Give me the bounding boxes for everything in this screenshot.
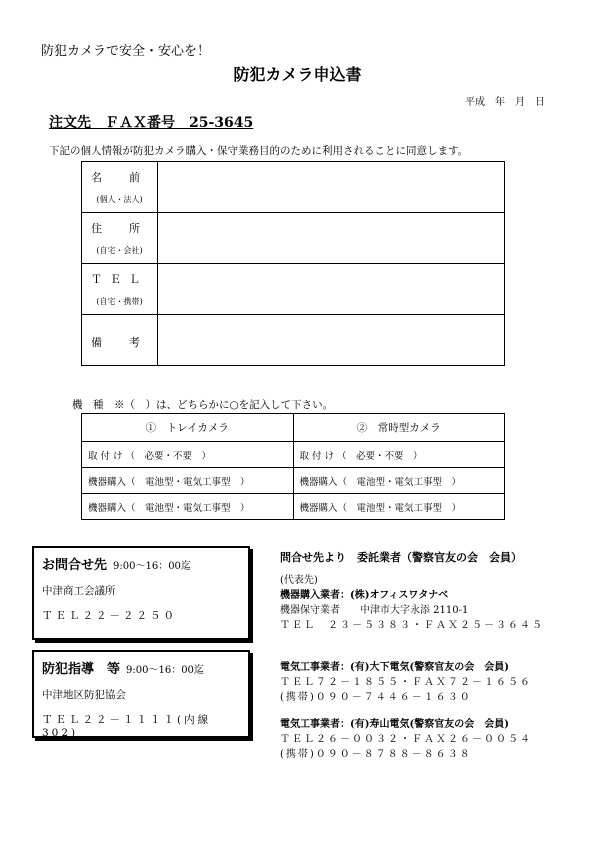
name-field[interactable] — [158, 162, 505, 213]
vendor-rep: (代表先) — [280, 575, 318, 586]
form-row-tel — [82, 264, 505, 315]
tray-install-option[interactable]: 取 付 け （ 必要・不要 ） — [82, 442, 294, 468]
page-title: 防犯カメラ申込書 — [233, 65, 362, 84]
inquiry-org: 中津商工会議所 — [42, 585, 116, 597]
tel-field[interactable] — [158, 264, 505, 315]
consent-text: 下記の個人情報が防犯カメラ購入・保守業務目的のために利用されることに同意します。 — [49, 145, 469, 157]
inquiry-heading — [42, 554, 240, 573]
tray-purchase-option-2[interactable]: 機器購入（ 電池型・電気工事型 ） — [82, 494, 294, 520]
crime-prevention-contact-box — [32, 650, 250, 738]
inquiry-contact-box — [32, 546, 250, 640]
crime-prevention-heading — [42, 658, 240, 677]
vendor-block-primary — [280, 550, 544, 633]
constant-purchase-option-2[interactable]: 機器購入（ 電池型・電気工事型 ） — [293, 494, 505, 520]
tel-label: ＴＥＬ — [91, 273, 148, 286]
crime-prevention-tel: ＴＥＬ２２－１１１１(内線 302) — [42, 714, 212, 739]
form-row-address — [82, 213, 505, 264]
constant-purchase-option-1[interactable]: 機器購入（ 電池型・電気工事型 ） — [293, 468, 505, 494]
tagline: 防犯カメラで安全・安心を！ — [41, 44, 211, 59]
vendor-2-name: 電気工事業者：(有)大下電気(警察官友の会 会員) — [280, 662, 509, 673]
crime-prevention-title: 防犯指導 等 — [42, 662, 121, 677]
name-label-cell — [82, 162, 158, 213]
applicant-form-table — [81, 161, 505, 366]
tel-sublabel: (自宅・携帯) — [96, 297, 143, 306]
vendor-1-line1: 機器購入業者：(株)オフィスワタナベ — [280, 590, 449, 601]
fax-order-line: 注文先 ＦＡＸ番号 25-3645 — [49, 115, 254, 131]
date-line: 平成 年 月 日 — [465, 97, 545, 108]
vendor-1-tel: ＴＥＬ ２３－５３８３・ＦＡＸ２５－３６４５ — [280, 620, 544, 631]
form-row-name — [82, 162, 505, 213]
remarks-field[interactable] — [158, 315, 505, 366]
address-sublabel: (自宅・会社) — [96, 246, 143, 255]
name-sublabel: (個人・法人) — [96, 195, 143, 204]
constant-install-option[interactable]: 取 付 け （ 必要・不要 ） — [293, 442, 505, 468]
model-note: 機 種 ※（ ）は、どちらかに○を記入して下さい。 — [72, 399, 334, 411]
vendor-3-name: 電気工事業者：(有)寿山電気(警察官友の会 会員) — [280, 719, 509, 730]
tel-label-cell — [82, 264, 158, 315]
inquiry-tel: ＴＥＬ２２－２２５０ — [42, 610, 177, 622]
constant-camera-header: ② 常時型カメラ — [293, 414, 505, 442]
form-row-remarks — [82, 315, 505, 366]
name-label: 名 前 — [91, 171, 148, 184]
inquiry-hours: 9:00～16：00迄 — [113, 561, 191, 572]
vendor-block-2 — [280, 660, 532, 705]
address-label: 住 所 — [91, 222, 148, 235]
address-label-cell — [82, 213, 158, 264]
vendor-2-mobile: (携帯)０９０－７４４６－１６３０ — [280, 692, 472, 703]
camera-model-table — [81, 413, 505, 520]
remarks-label-cell — [82, 315, 158, 366]
vendor-block-3 — [280, 717, 532, 762]
address-field[interactable] — [158, 213, 505, 264]
vendor-1-line2: 機器保守業者 中津市大字永添 2110-1 — [280, 605, 469, 616]
crime-prevention-org: 中津地区防犯協会 — [42, 689, 126, 701]
tray-purchase-option-1[interactable]: 機器購入（ 電池型・電気工事型 ） — [82, 468, 294, 494]
vendor-2-tel: ＴＥＬ７２－１８５５・ＦＡＸ７２－１６５６ — [280, 677, 532, 688]
inquiry-title: お問合せ先 — [42, 558, 108, 573]
vendor-3-tel: ＴＥＬ２６－００３２・ＦＡＸ２６－００５４ — [280, 734, 532, 745]
remarks-label: 備 考 — [91, 335, 148, 349]
tray-camera-header: ① トレイカメラ — [82, 414, 294, 442]
vendor-heading: 問合せ先より 委託業者（警察官友の会 会員） — [280, 551, 522, 564]
vendor-3-mobile: (携帯)０９０－８７８８－８６３８ — [280, 749, 472, 760]
crime-prevention-hours: 9:00～16：00迄 — [126, 665, 204, 676]
